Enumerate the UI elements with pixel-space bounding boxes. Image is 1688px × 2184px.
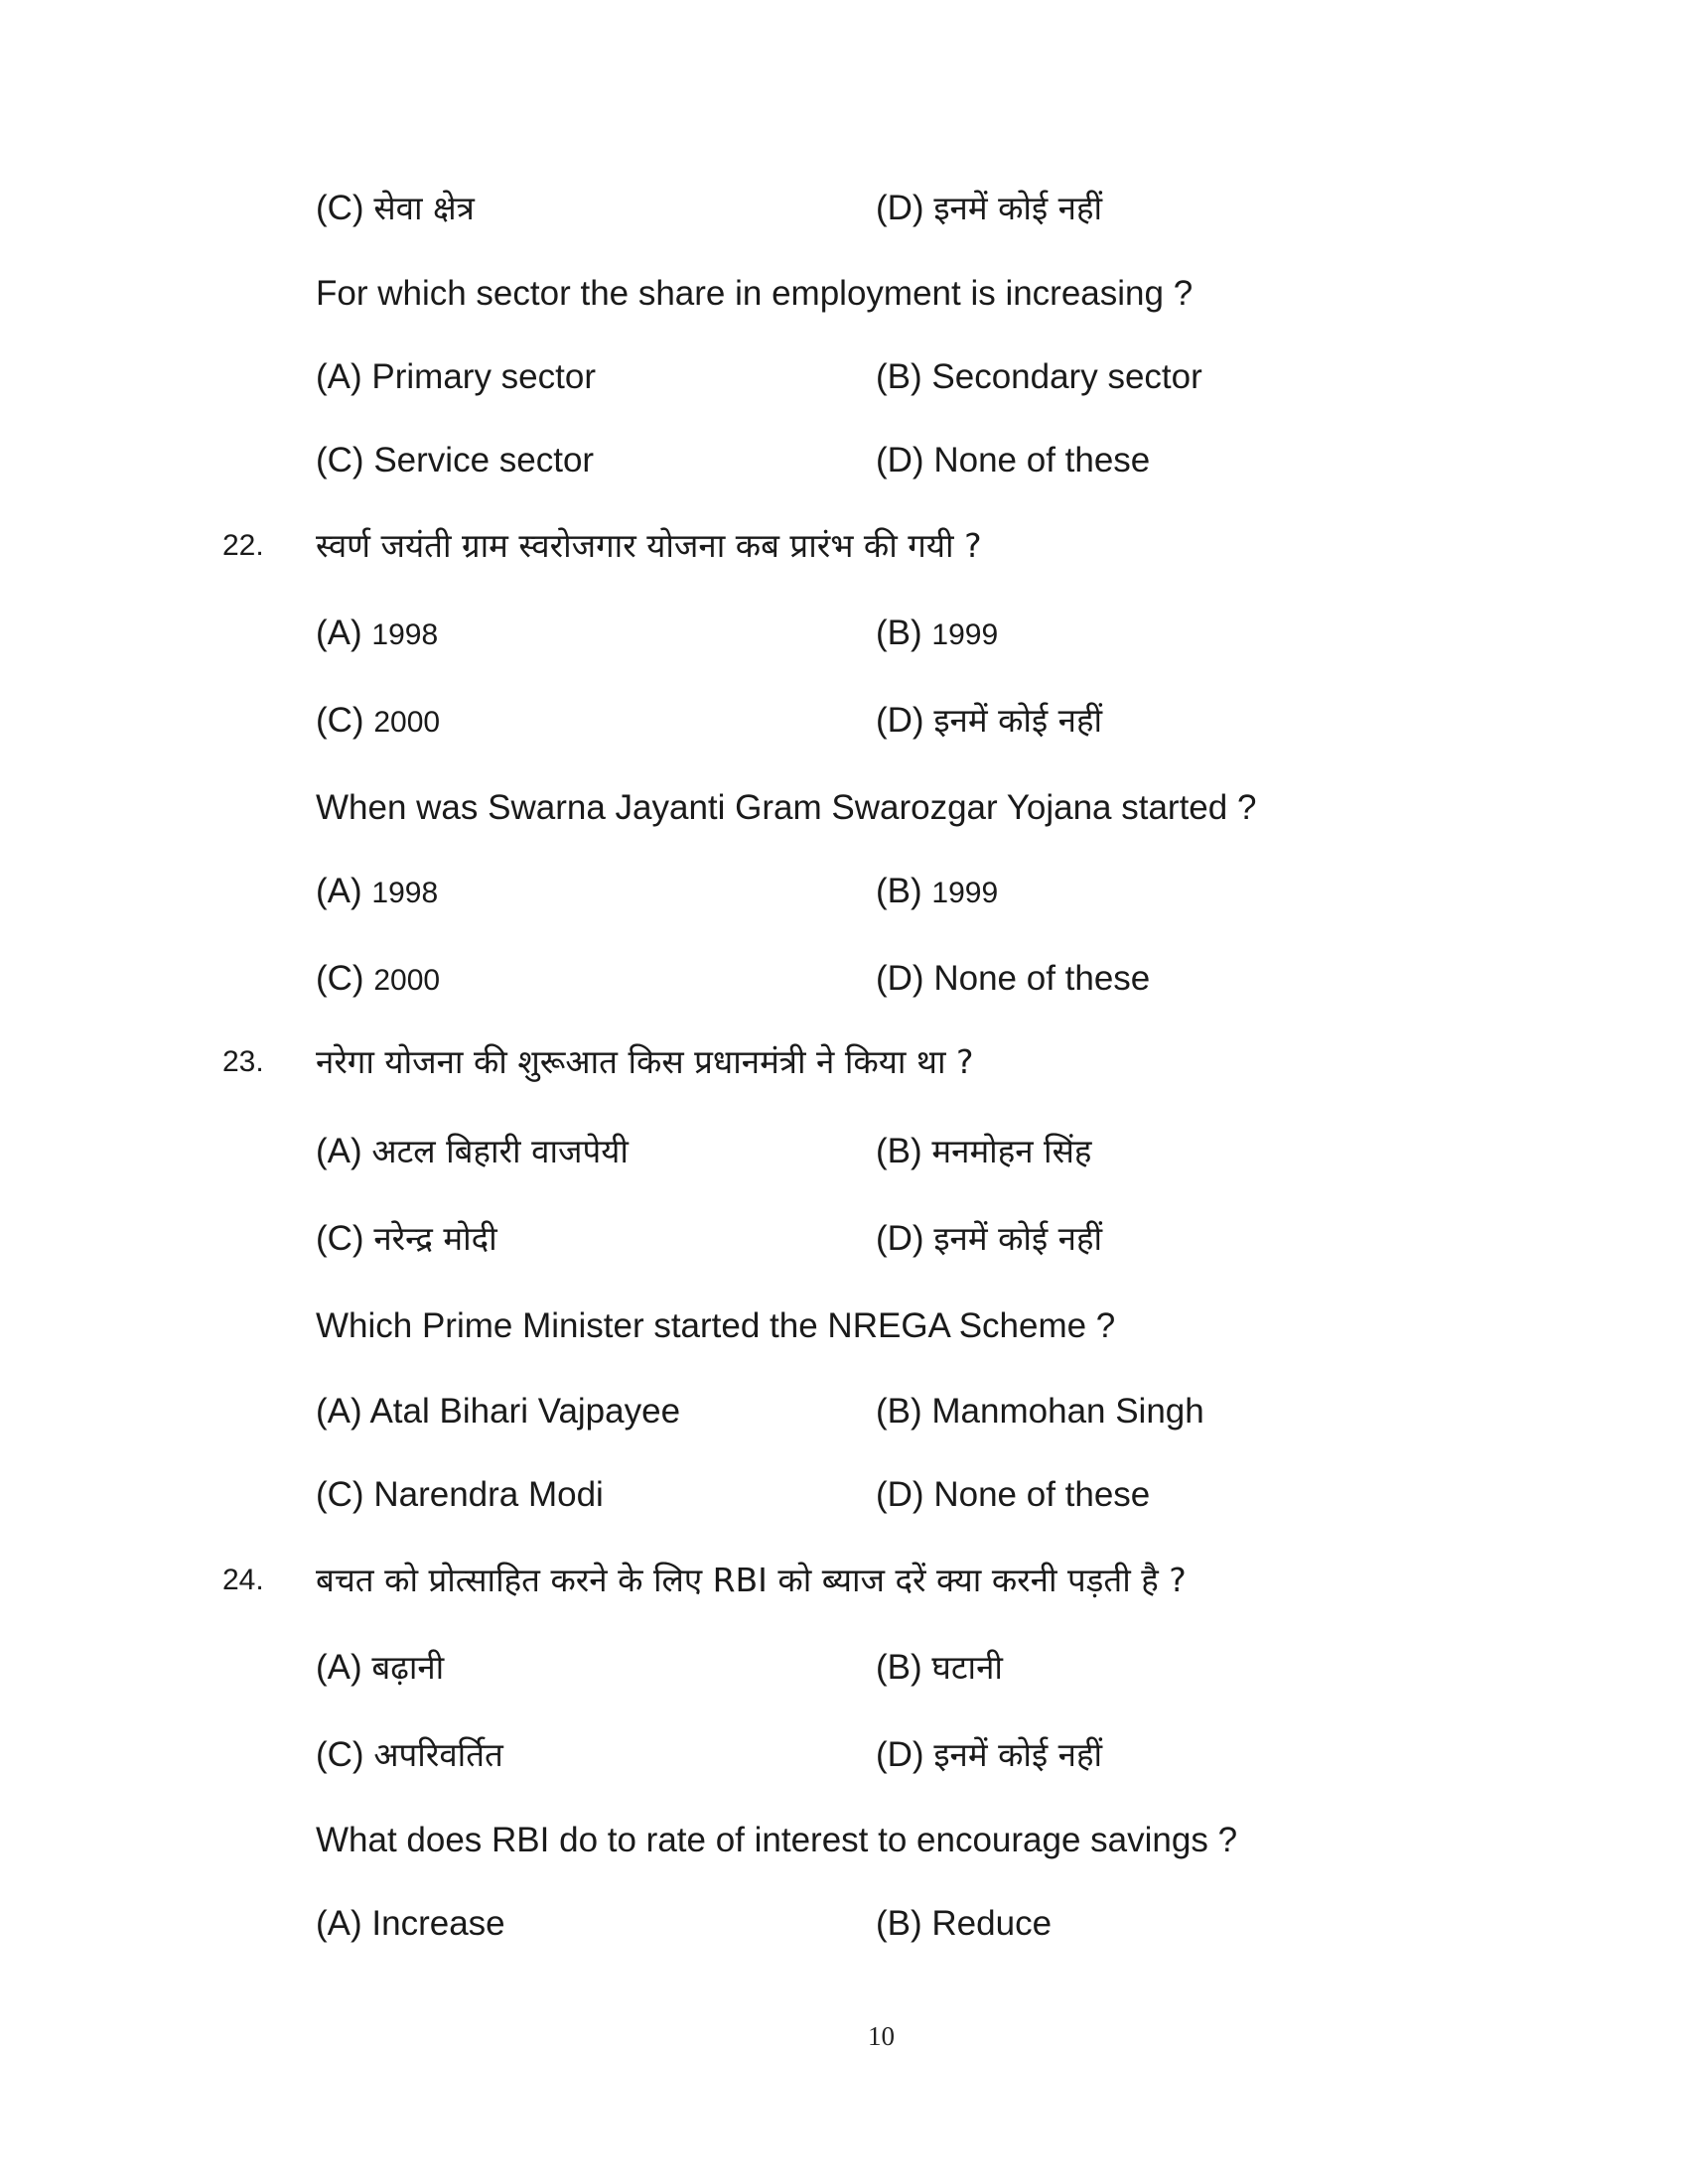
q24-question-hi-row (0, 1551, 1688, 1610)
option-label: (D) (876, 1735, 924, 1774)
option-text: Manmohan Singh (931, 1392, 1204, 1431)
option-label: (C) (316, 1475, 364, 1514)
option-label: (A) (316, 357, 362, 396)
q22-option-hi-c (316, 691, 440, 752)
option-label: (A) (316, 614, 362, 652)
option-text: 1999 (931, 877, 999, 909)
q23-options-hi-row-ab (0, 1122, 1688, 1181)
q23-options-en-row-cd (0, 1465, 1688, 1525)
q24-options-hi-row-ab (0, 1638, 1688, 1698)
option-text: Atal Bihari Vajpayee (369, 1392, 681, 1431)
q22-options-en-row-ab (0, 862, 1688, 921)
option-text: इनमें कोई नहीं (933, 1735, 1103, 1774)
q24-option-en-a (316, 1894, 505, 1954)
q21-option-en-b (876, 347, 1202, 407)
option-text: Secondary sector (931, 357, 1202, 396)
q24-option-hi-d (876, 1725, 1102, 1785)
q24-option-hi-a (316, 1638, 444, 1698)
option-text: Increase (371, 1904, 505, 1943)
option-text: अपरिवर्तित (373, 1735, 503, 1774)
option-label: (A) (316, 1904, 362, 1943)
option-label: (C) (316, 1219, 364, 1258)
question-number: 23. (222, 1045, 264, 1078)
q21-option-en-c (316, 431, 594, 490)
option-label: (C) (316, 441, 364, 479)
q23-option-hi-c (316, 1209, 497, 1269)
q21-option-hi-d (876, 179, 1102, 238)
question-number: 22. (222, 529, 264, 562)
q21-options-hi-row-cd (0, 179, 1688, 238)
q23-question-en: Which Prime Minister started the NREGA Scheme ? (316, 1306, 1116, 1345)
q22-option-en-d (876, 949, 1150, 1009)
q23-option-hi-b (876, 1122, 1091, 1181)
option-text: नरेन्द्र मोदी (373, 1219, 497, 1258)
q22-options-hi-row-ab (0, 604, 1688, 663)
q23-option-en-a (316, 1382, 680, 1441)
option-label: (B) (876, 1648, 922, 1687)
q23-options-en-row-ab (0, 1382, 1688, 1441)
q23-option-en-d (876, 1465, 1150, 1525)
q23-option-hi-a (316, 1122, 629, 1181)
option-label: (C) (316, 701, 364, 740)
q22-options-en-row-cd (0, 949, 1688, 1009)
q21-option-en-a (316, 347, 596, 407)
q22-question-hi: स्वर्ण जयंती ग्राम स्वरोजगार योजना कब प्रारंभ की गयी ? (316, 526, 982, 565)
q22-option-en-a (316, 862, 438, 923)
q22-option-hi-a (316, 604, 438, 665)
q23-question-hi: नरेगा योजना की शुरूआत किस प्रधानमंत्री ने किया था ? (316, 1042, 974, 1081)
option-label: (B) (876, 1904, 922, 1943)
option-label: (B) (876, 357, 922, 396)
q22-option-en-b (876, 862, 998, 923)
question-number: 24. (222, 1564, 264, 1596)
option-label: (D) (876, 441, 924, 479)
q22-question-hi-row (0, 516, 1688, 576)
option-label: (C) (316, 959, 364, 998)
option-text: 1999 (931, 618, 999, 651)
q21-options-en-row-ab (0, 347, 1688, 407)
q23-options-hi-row-cd (0, 1209, 1688, 1269)
option-label: (C) (316, 189, 364, 227)
q21-option-hi-c (316, 179, 475, 238)
option-text: Reduce (931, 1904, 1053, 1943)
option-text: 2000 (373, 706, 441, 739)
option-text: मनमोहन सिंह (931, 1132, 1092, 1170)
q24-options-en-row-ab (0, 1894, 1688, 1954)
q21-options-en-row-cd (0, 431, 1688, 490)
q23-question-hi-row (0, 1032, 1688, 1092)
option-label: (D) (876, 189, 924, 227)
option-text: बढ़ानी (371, 1648, 445, 1687)
option-text: इनमें कोई नहीं (933, 189, 1103, 227)
option-label: (D) (876, 1475, 924, 1514)
option-label: (B) (876, 872, 922, 910)
q22-option-hi-b (876, 604, 998, 665)
option-text: Narendra Modi (373, 1475, 604, 1514)
q24-option-hi-b (876, 1638, 1003, 1698)
q24-option-hi-c (316, 1725, 503, 1785)
option-text: इनमें कोई नहीं (933, 701, 1103, 740)
option-text: 1998 (371, 877, 439, 909)
q21-question-en: For which sector the share in employment is increasing ? (316, 274, 1194, 313)
option-text: घटानी (931, 1648, 1003, 1687)
option-label: (D) (876, 701, 924, 740)
q22-question-en: When was Swarna Jayanti Gram Swarozgar Yojana started ? (316, 788, 1257, 827)
option-label: (A) (316, 872, 362, 910)
q23-option-hi-d (876, 1209, 1102, 1269)
q24-options-hi-row-cd (0, 1725, 1688, 1785)
option-text: Primary sector (371, 357, 596, 396)
option-label: (B) (876, 1392, 922, 1431)
option-text: 1998 (371, 618, 439, 651)
q24-question-en: What does RBI do to rate of interest to encourage savings ? (316, 1821, 1238, 1859)
option-label: (B) (876, 614, 922, 652)
q24-question-hi: बचत को प्रोत्साहित करने के लिए RBI को ब्याज दरें क्या करनी पड़ती है ? (316, 1561, 1187, 1599)
q23-option-en-b (876, 1382, 1204, 1441)
option-text: None of these (933, 1475, 1151, 1514)
option-text: इनमें कोई नहीं (933, 1219, 1103, 1258)
option-label: (B) (876, 1132, 922, 1170)
option-label: (A) (316, 1648, 362, 1687)
option-label: (A) (316, 1132, 362, 1170)
q23-question-en-row (0, 1297, 1688, 1356)
option-text: सेवा क्षेत्र (373, 189, 475, 227)
q24-option-en-b (876, 1894, 1052, 1954)
option-label: (D) (876, 959, 924, 998)
option-label: (C) (316, 1735, 364, 1774)
q22-question-en-row (0, 778, 1688, 838)
q21-option-en-d (876, 431, 1150, 490)
option-label: (D) (876, 1219, 924, 1258)
page-number: 10 (868, 2021, 895, 2051)
option-text: अटल बिहारी वाजपेयी (371, 1132, 629, 1170)
option-label: (A) (316, 1392, 362, 1431)
q21-question-en-row (0, 264, 1688, 324)
option-text: Service sector (373, 441, 595, 479)
q22-options-hi-row-cd (0, 691, 1688, 751)
option-text: None of these (933, 959, 1151, 998)
q22-option-hi-d (876, 691, 1102, 751)
q24-question-en-row (0, 1811, 1688, 1870)
option-text: 2000 (373, 964, 441, 997)
option-text: None of these (933, 441, 1151, 479)
q23-option-en-c (316, 1465, 604, 1525)
q22-option-en-c (316, 949, 440, 1011)
